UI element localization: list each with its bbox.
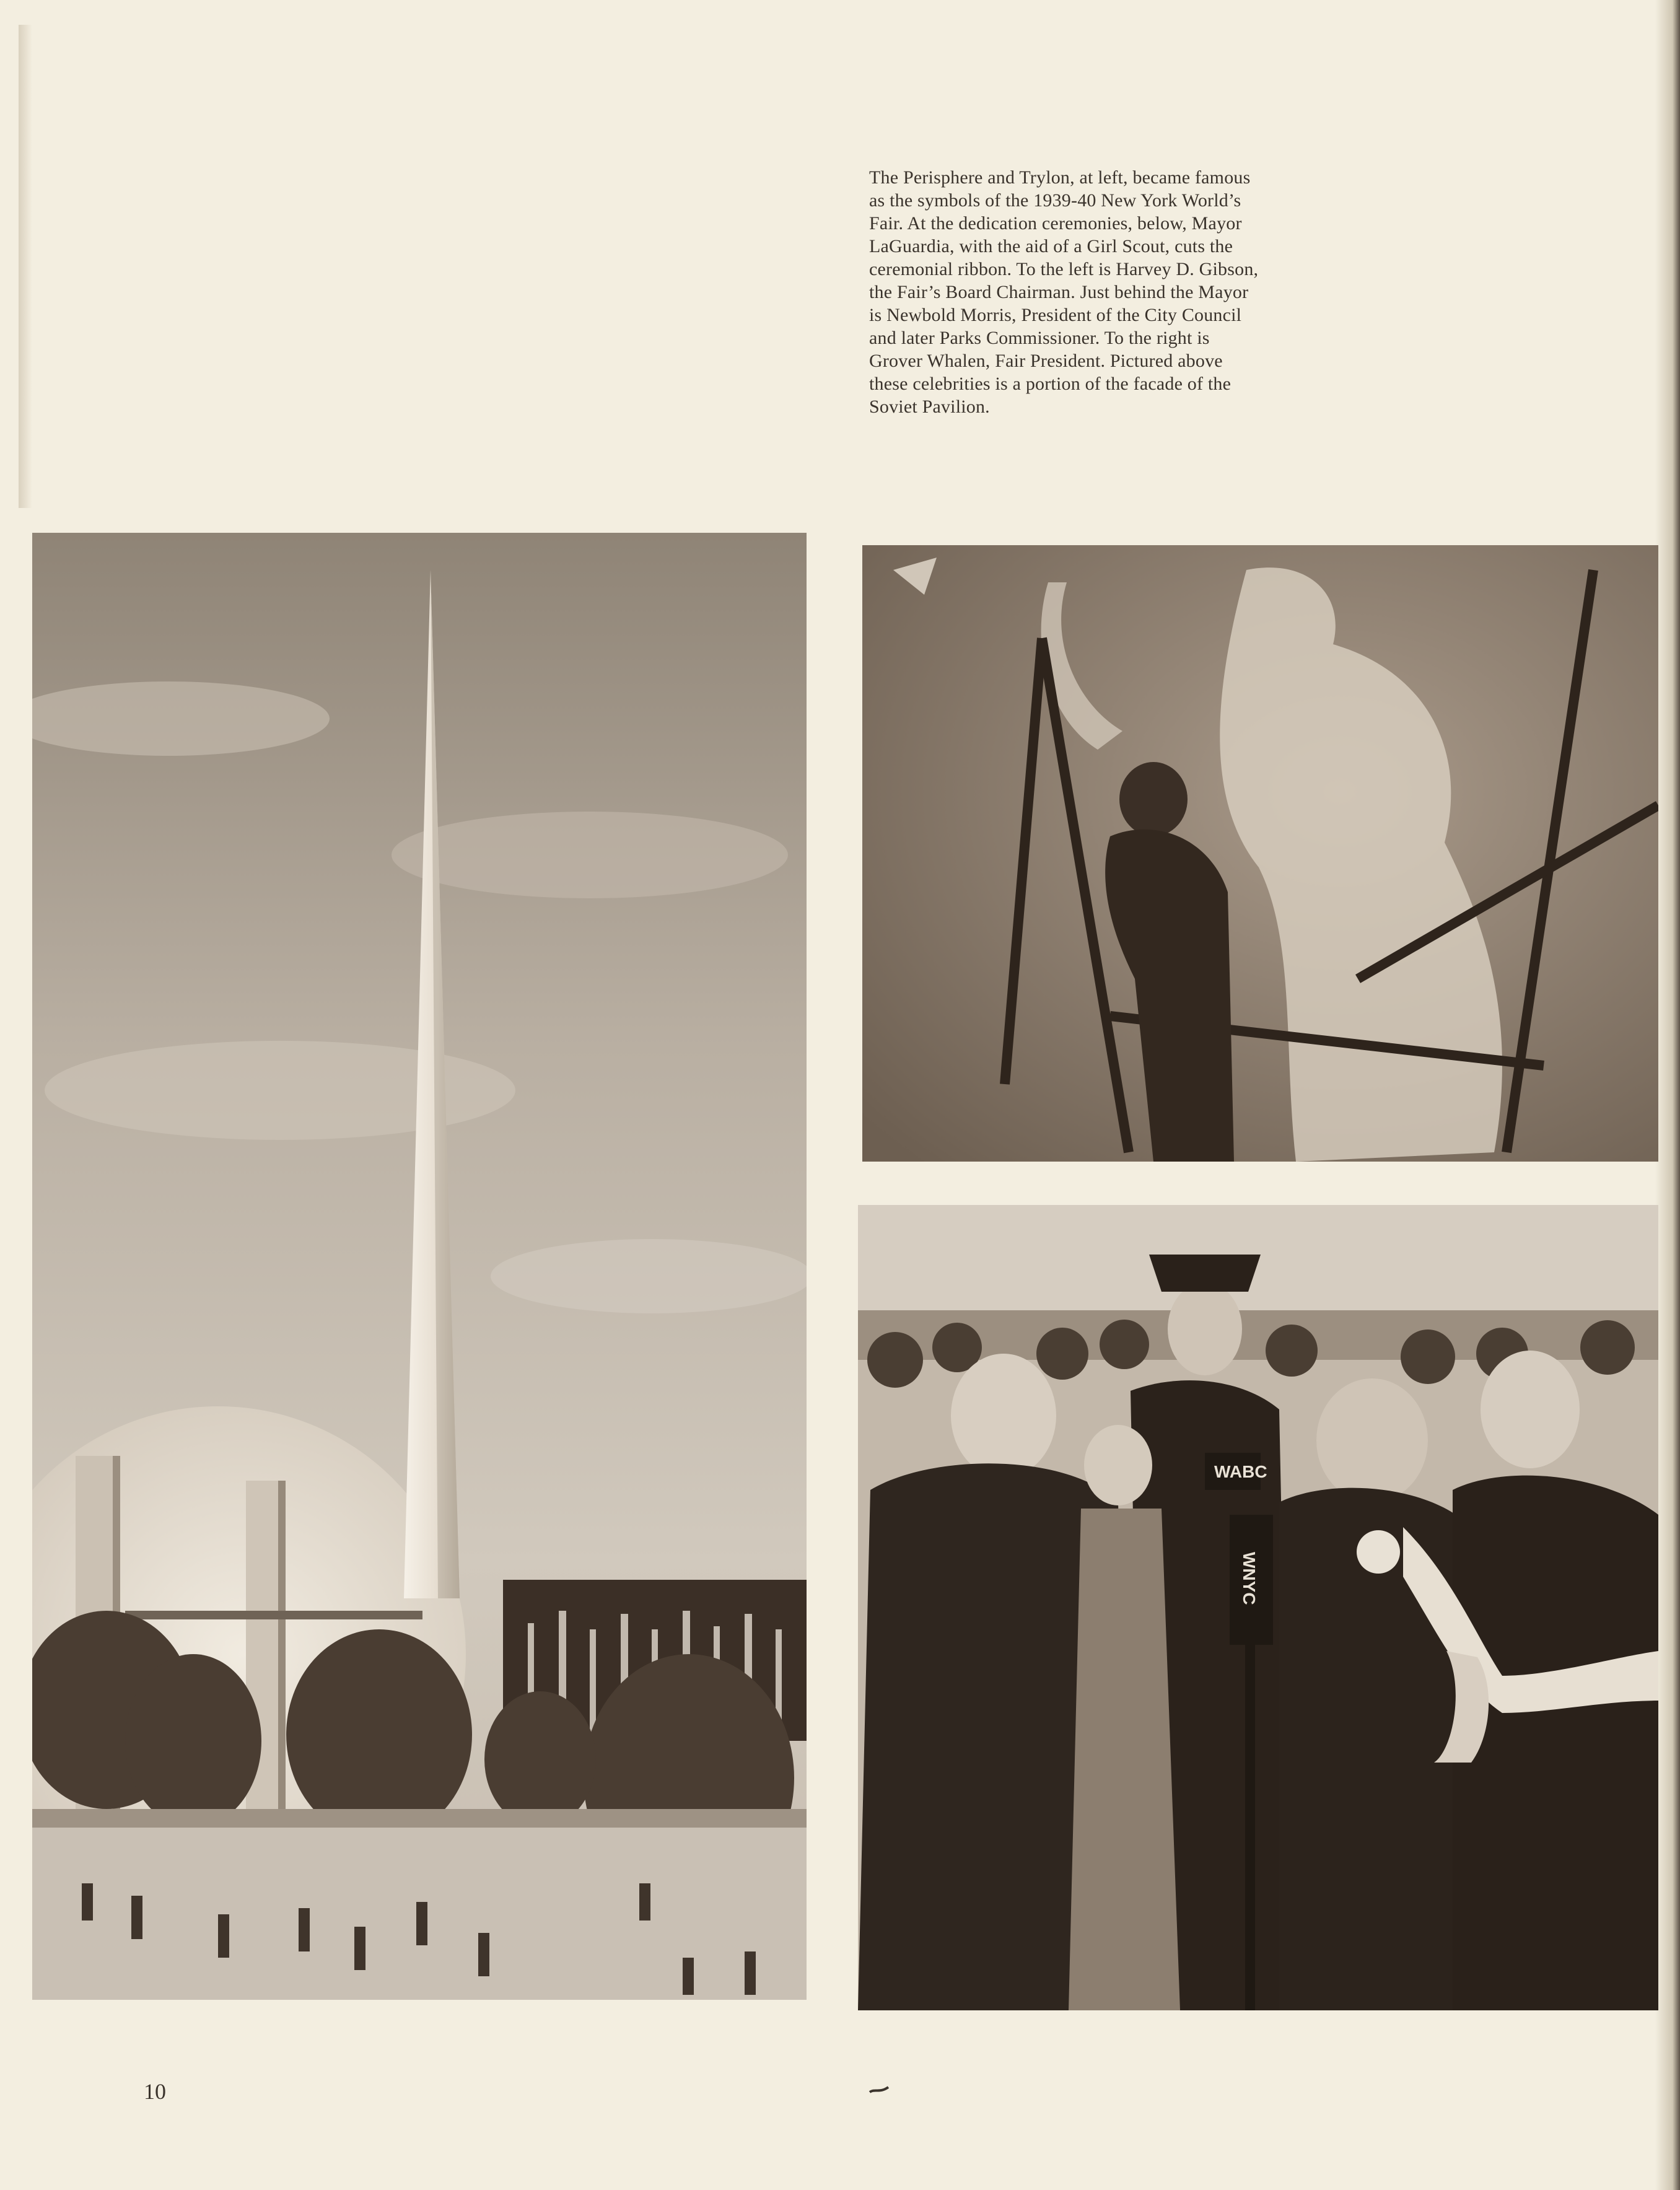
photo-soviet-pavilion-facade — [862, 545, 1658, 1162]
photo-caption: The Perisphere and Trylon, at left, became famous as the symbols of the 1939-40 New York World’s Fair. At the dedication ceremonies, below, Mayor LaGuardia, with the aid of a Girl Scout, cuts the ceremonial ribbon. To the left is Harvey D. Gibson, the Fair’s Board Chairman. Just behind the Mayor is Newbold Morris, President of the City Council and later Parks Commissioner. To the right is Grover Whalen, Fair President. Pictured above these celebrities is a portion of the facade of the Soviet Pavilion. — [869, 167, 1259, 417]
page-gutter-shadow — [1655, 0, 1680, 2190]
printer-mark — [868, 2083, 890, 2096]
wnyc-mic-label: WNYC — [1240, 1552, 1259, 1605]
photo-trylon-perisphere — [32, 533, 807, 2000]
page-number: 10 — [144, 2079, 166, 2104]
page-binding-edge — [19, 25, 32, 508]
wabc-mic-label: WABC — [1214, 1462, 1267, 1481]
photo-ribbon-cutting-ceremony — [858, 1205, 1658, 2010]
